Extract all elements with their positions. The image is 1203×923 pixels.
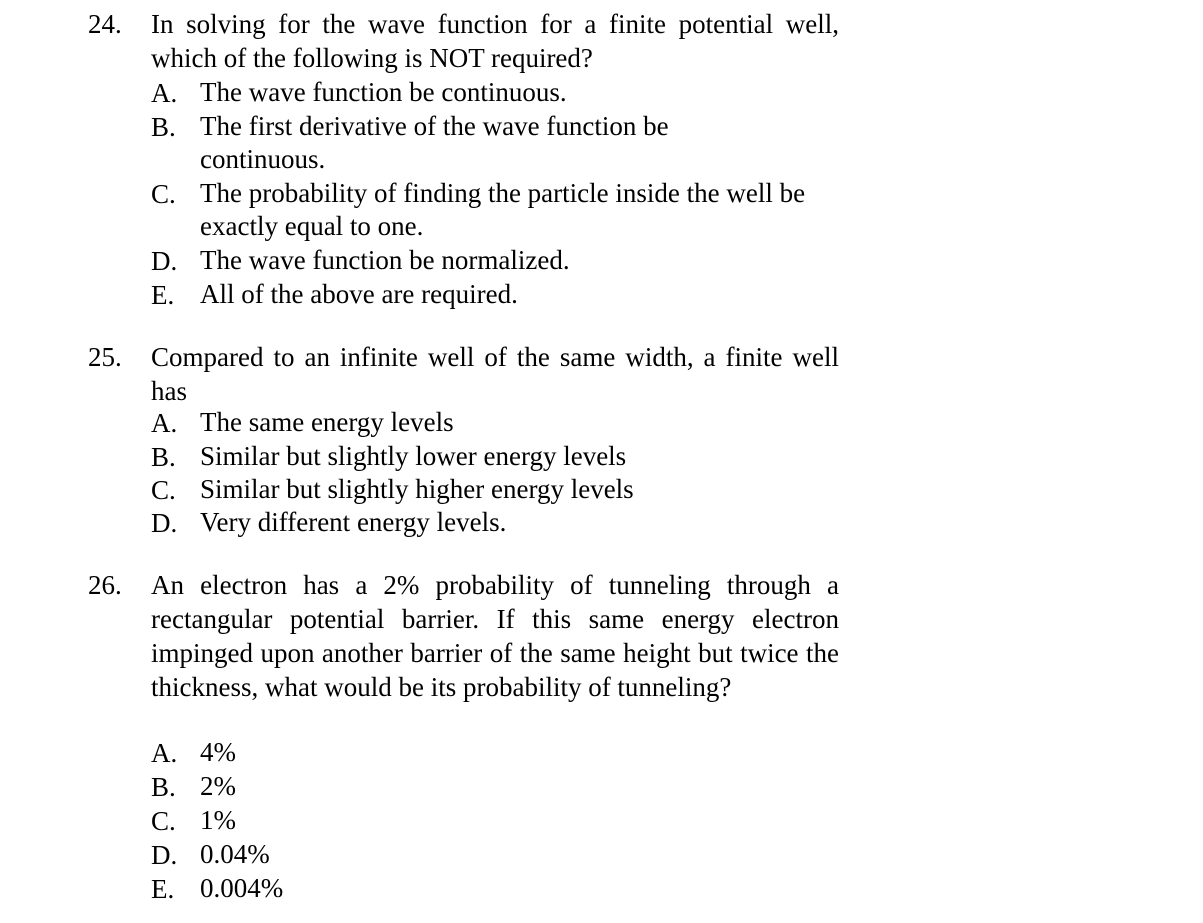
question-text: In solving for the wave function for a finite potential well, which of the following is NOT required? — [151, 9, 839, 73]
option-text: The same energy levels — [200, 407, 454, 437]
option-letter: C. — [151, 806, 176, 836]
option-letter: A. — [151, 78, 178, 108]
option-text: All of the above are required. — [200, 279, 518, 309]
option-text: The wave function be normalized. — [200, 245, 570, 275]
option-text: Similar but slightly lower energy levels — [200, 441, 627, 471]
question-text: Compared to an infinite well of the same width, a finite well has — [151, 342, 839, 406]
option-text: The first derivative of the wave function be continuous. — [200, 111, 669, 174]
option-letter: C. — [151, 179, 176, 209]
option-letter: A. — [151, 408, 178, 438]
option-letter: D. — [151, 840, 178, 870]
question-number: 26. — [88, 570, 122, 600]
option-text: Very different energy levels. — [200, 507, 507, 537]
option-letter: E. — [151, 280, 175, 310]
option-text: The probability of finding the particle inside the well be exactly equal to one. — [200, 178, 806, 241]
question-number: 24. — [88, 9, 122, 39]
option-letter: C. — [151, 475, 176, 505]
option-letter: B. — [151, 442, 176, 472]
option-letter: E. — [151, 874, 175, 904]
option-letter: A. — [151, 738, 178, 768]
option-text: Similar but slightly higher energy levels — [200, 474, 634, 504]
option-text: 0.004% — [200, 873, 284, 903]
option-letter: D. — [151, 508, 178, 538]
option-text: 4% — [200, 737, 236, 767]
option-text: The wave function be continuous. — [200, 77, 567, 107]
option-letter: B. — [151, 772, 176, 802]
option-letter: B. — [151, 112, 176, 142]
option-letter: D. — [151, 246, 178, 276]
question-text: An electron has a 2% probability of tunneling through a rectangular potential barrier. If this same energy electron impinged upon another barrier of the same height but twice the thickness, what would be its probability of tunneling? — [151, 570, 839, 702]
question-number: 25. — [88, 342, 122, 372]
option-text: 0.04% — [200, 839, 270, 869]
option-text: 1% — [200, 805, 236, 835]
option-text: 2% — [200, 771, 236, 801]
